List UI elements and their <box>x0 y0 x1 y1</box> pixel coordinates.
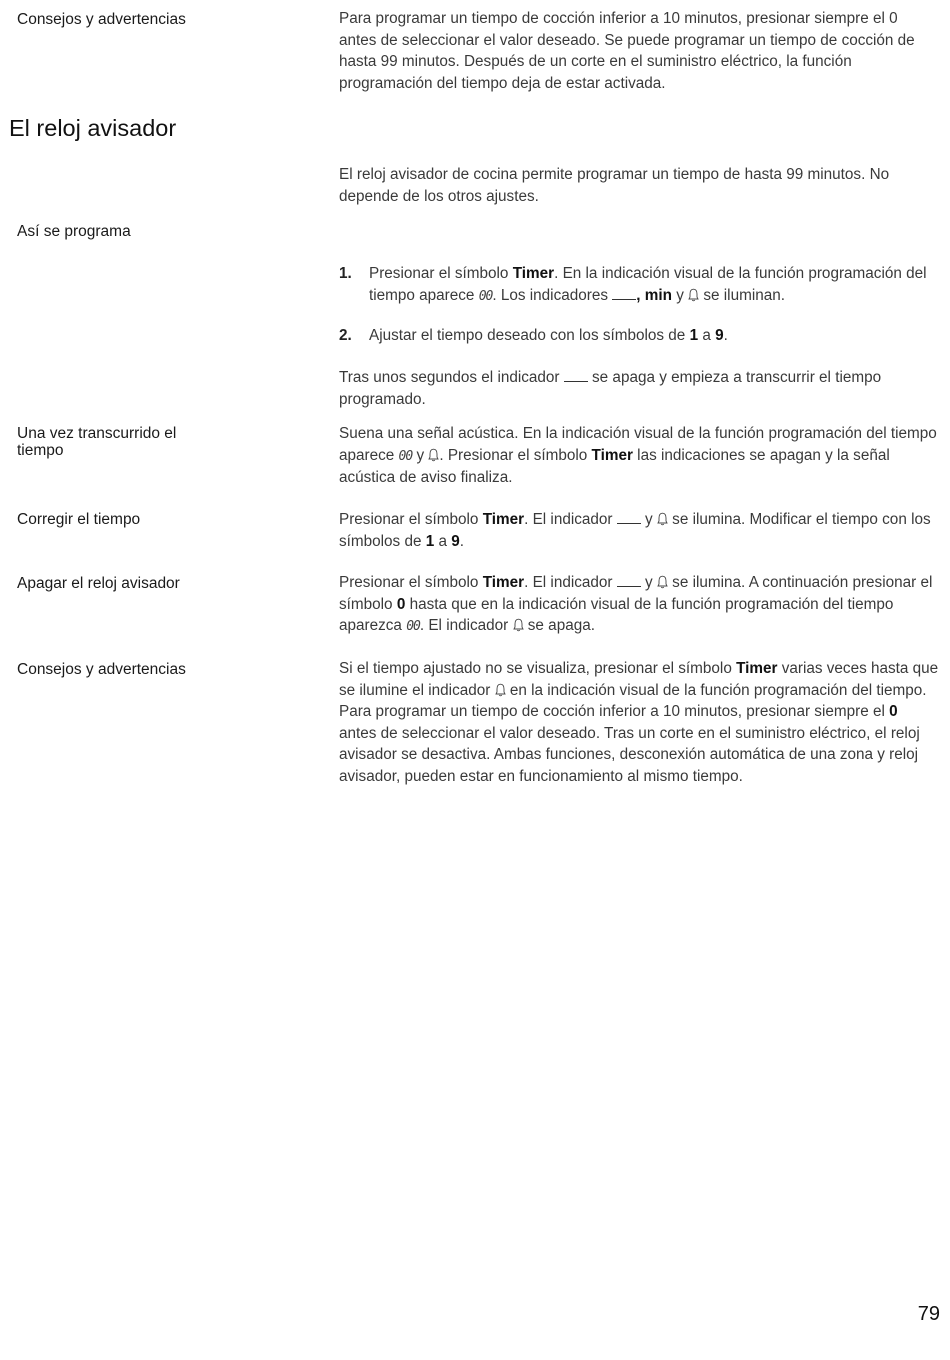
punct: . <box>459 532 465 550</box>
consejos-text: Para programar un tiempo de cocción inferior a 10 minutos, presionar siempre el 0 antes de seleccionar el valor deseado. Se puede programar un tiempo de cocción de hasta 99 minutos. Después de un corte en el suministro eléctrico, la función programación del tiempo deja de estar activada. <box>339 10 915 92</box>
section-title: El reloj avisador <box>9 115 177 141</box>
key-1: 1 <box>689 327 699 344</box>
transcurrido-text <box>339 423 939 489</box>
timer-keyword: Timer <box>482 511 525 528</box>
key-1: 1 <box>425 532 435 550</box>
text: se apaga y empieza a transcurrir el tiempo programado. <box>339 369 882 408</box>
text: . Presionar el símbolo <box>439 446 588 464</box>
apagar-text <box>339 572 939 638</box>
display-00-icon: 00 <box>406 619 420 634</box>
text: Presionar el símbolo <box>339 511 479 528</box>
display-00-icon: 00 <box>398 448 413 464</box>
text: se apaga. <box>527 617 595 634</box>
step-text: Ajustar el tiempo deseado con los símbolos de <box>369 327 686 344</box>
indicator-blank <box>612 287 636 300</box>
min-keyword: , min <box>636 286 672 304</box>
sidebar-label-consejos-2: Consejos y advertencias <box>17 661 186 678</box>
timer-keyword: Timer <box>482 574 525 591</box>
text: Suena una señal acústica. En la indicación visual de la función programación del tiempo aparece <box>339 425 937 464</box>
punct: . <box>723 327 728 344</box>
step-1 <box>339 263 939 307</box>
step-number: 2. <box>339 327 352 344</box>
sidebar-label-consejos: Consejos y advertencias <box>17 11 186 28</box>
conj: y <box>645 511 653 528</box>
step-text: Presionar el símbolo <box>369 265 509 282</box>
text: las indicaciones se apagan y la señal acústica de aviso finaliza. <box>339 446 890 486</box>
sidebar-label-corregir: Corregir el tiempo <box>17 511 141 528</box>
text: varias veces hasta que se ilumine el indicador <box>339 660 939 699</box>
step-2 <box>339 325 939 347</box>
corregir-text <box>339 509 939 552</box>
tras-text <box>339 367 939 410</box>
sidebar-label-apagar: Apagar el reloj avisador <box>17 575 180 592</box>
indicator-blank <box>617 511 641 524</box>
step-text: . Los indicadores <box>492 286 609 304</box>
conj: y <box>676 286 684 304</box>
indicator-blank <box>564 369 588 382</box>
key-0: 0 <box>889 703 898 720</box>
text: Tras unos segundos el indicador <box>339 369 560 386</box>
key-0: 0 <box>396 595 406 613</box>
timer-keyword: Timer <box>591 446 633 464</box>
timer-keyword: Timer <box>736 660 778 677</box>
conj: y <box>416 446 425 464</box>
step-number: 1. <box>339 265 352 282</box>
consejos-2-text <box>339 658 939 787</box>
intro-text: El reloj avisador de cocina permite programar un tiempo de hasta 99 minutos. No depende de los otros ajustes. <box>339 166 890 205</box>
display-00-icon: 00 <box>478 288 493 304</box>
bell-icon <box>688 288 699 302</box>
sidebar-label-programa: Así se programa <box>17 223 131 240</box>
text: se ilumina. A continuación presionar el símbolo <box>339 574 933 613</box>
text: antes de seleccionar el valor deseado. Tras un corte en el suministro eléctrico, el reloj avisador se desactiva. Ambas funciones, desconexión automática de una zona y reloj avisador, pueden estar en funcionamiento al mismo tiempo. <box>339 724 920 785</box>
key-9: 9 <box>715 327 724 344</box>
text: Si el tiempo ajustado no se visualiza, presionar el símbolo <box>339 660 732 677</box>
text: hasta que en la indicación visual de la función programación del tiempo aparezca <box>339 595 894 634</box>
text: . El indicador <box>524 574 613 591</box>
bell-icon <box>495 683 506 697</box>
text: . El indicador <box>419 617 509 634</box>
step-text: . En la indicación visual de la función programación del tiempo aparece <box>369 265 927 304</box>
bell-icon <box>657 575 668 589</box>
conj: y <box>645 574 653 591</box>
page-number: 79 <box>917 1303 940 1325</box>
text: en la indicación visual de la función programación del tiempo. Para programar un tiempo de cocción inferior a 10 minutos, presionar siempre el <box>339 681 927 720</box>
key-9: 9 <box>451 532 460 550</box>
sidebar-label-transcurrido: Una vez transcurrido el tiempo <box>17 425 177 459</box>
step-text: se iluminan. <box>703 286 785 304</box>
text: Presionar el símbolo <box>339 574 479 591</box>
conj: a <box>702 327 711 344</box>
text: se ilumina. Modificar el tiempo con los símbolos de <box>339 511 931 550</box>
conj: a <box>438 532 448 550</box>
bell-icon <box>657 512 668 526</box>
bell-icon <box>428 448 439 462</box>
indicator-blank <box>617 574 641 587</box>
text: . El indicador <box>524 511 613 528</box>
bell-icon <box>513 618 524 632</box>
timer-keyword: Timer <box>512 265 555 282</box>
